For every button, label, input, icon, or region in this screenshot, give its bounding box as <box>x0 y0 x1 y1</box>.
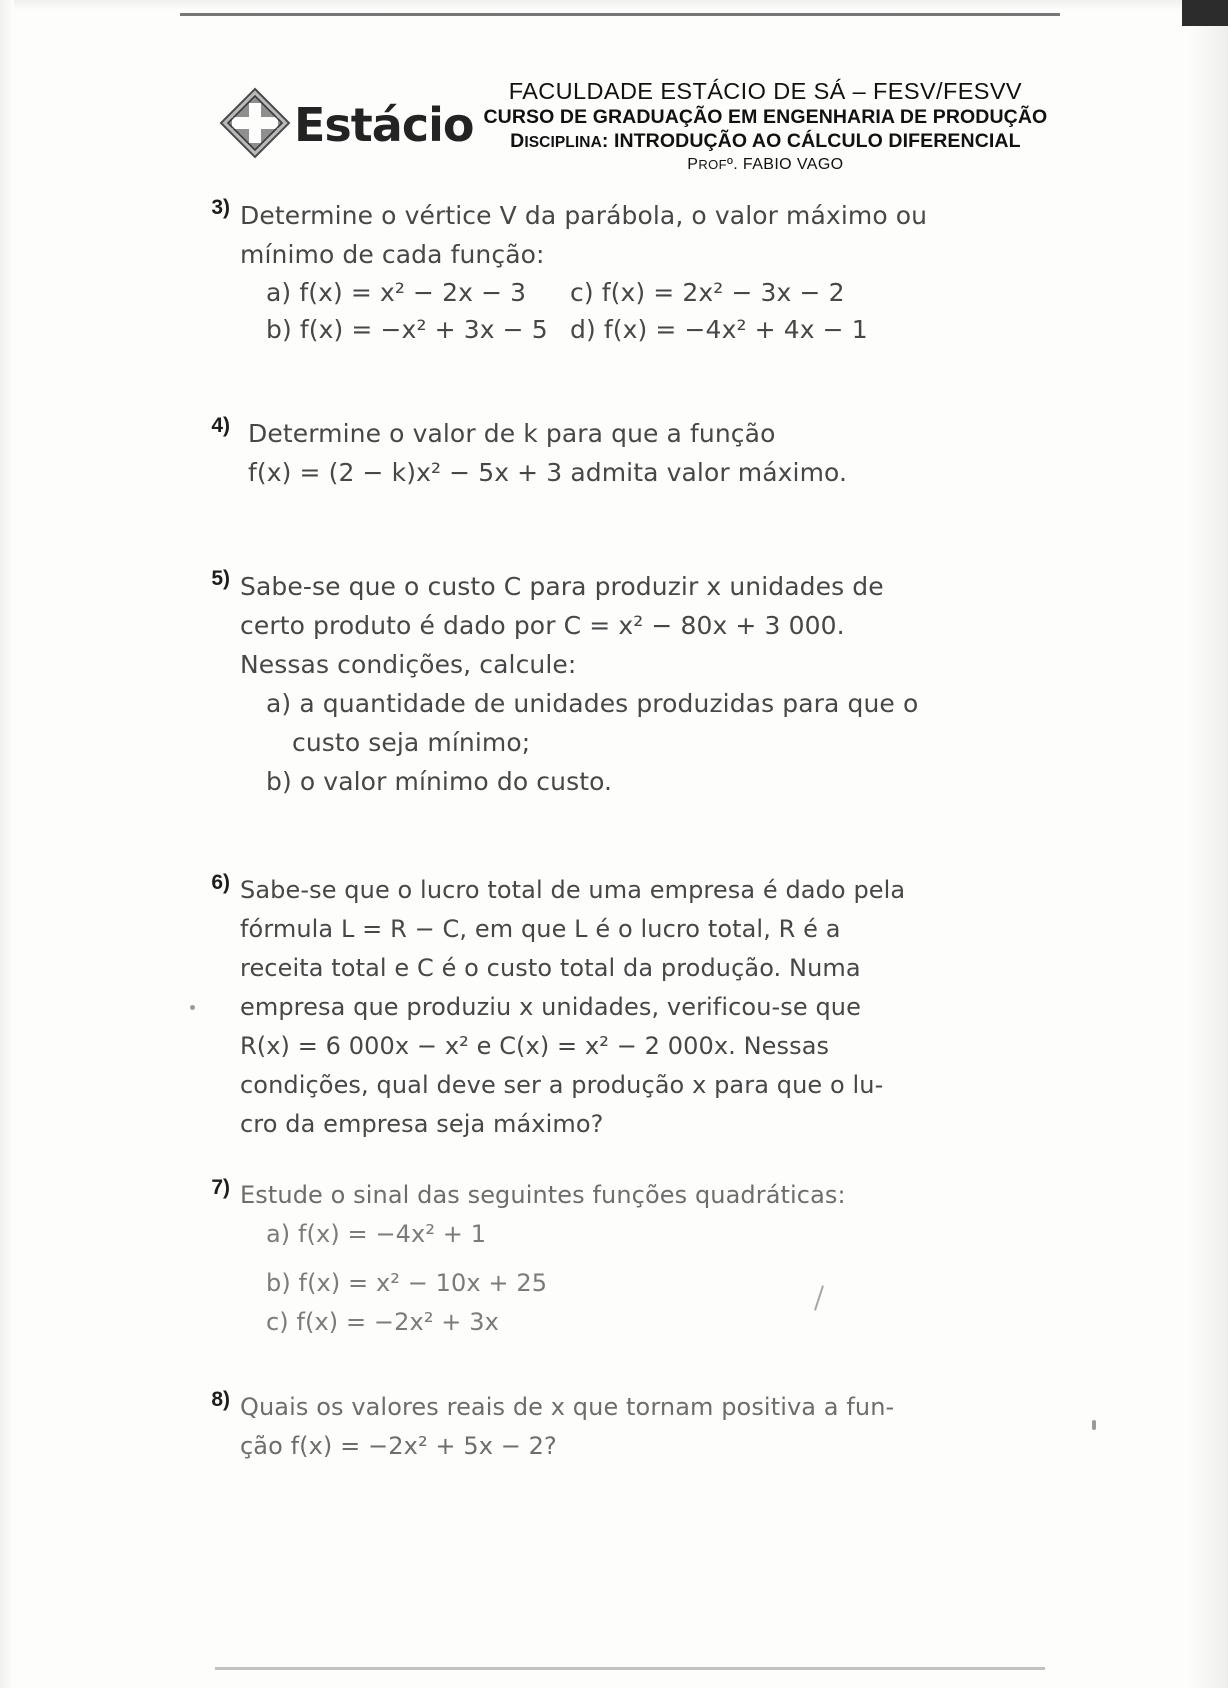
question-4-number: 4) <box>211 414 230 437</box>
question-5-item-a-cont: custo seja mínimo; <box>292 728 531 757</box>
question-4-line-1: Determine o valor de k para que a função <box>248 419 776 448</box>
question-5-number: 5) <box>211 567 230 590</box>
question-6-line-5: R(x) = 6 000x − x² e C(x) = x² − 2 000x. Nessas <box>240 1032 830 1060</box>
question-6-line-1: Sabe-se que o lucro total de uma empresa é dado pela <box>240 876 906 904</box>
professor-value: º. FABIO VAGO <box>726 156 844 173</box>
question-7-item-c: c) f(x) = −2x² + 3x <box>266 1308 499 1336</box>
question-6-line-4: empresa que produziu x unidades, verificou-se que <box>240 993 861 1021</box>
question-3-item-b: b) f(x) = −x² + 3x − 5 <box>266 315 548 344</box>
question-5-line-3: Nessas condições, calcule: <box>240 650 577 679</box>
question-7-body <box>240 1176 1056 1342</box>
question-5 <box>196 567 1056 801</box>
questions-list <box>196 196 1056 1466</box>
question-3-number: 3) <box>211 196 230 219</box>
professor-line <box>483 156 1047 174</box>
question-5-body <box>240 567 1056 801</box>
header-text-block <box>483 78 1047 174</box>
question-3-line-1: Determine o vértice V da parábola, o valor máximo ou <box>240 201 928 230</box>
scan-top-line-artifact <box>180 13 1060 16</box>
discipline-label-initial: D <box>510 130 525 152</box>
professor-label-initial: P <box>687 156 699 173</box>
institution-line: FACULDADE ESTÁCIO DE SÁ – FESV/FESVV <box>508 78 1023 104</box>
question-3-items-left <box>240 274 570 348</box>
question-6-line-7: cro da empresa seja máximo? <box>240 1110 604 1138</box>
discipline-label-rest: ISCIPLINA <box>524 134 602 151</box>
question-7-line-1: Estude o sinal das seguintes funções quadráticas: <box>240 1181 846 1209</box>
question-7-number: 7) <box>211 1176 230 1199</box>
estacio-diamond-icon <box>218 86 292 160</box>
question-6-number: 6) <box>211 871 230 894</box>
question-5-item-a: a) a quantidade de unidades produzidas para que o <box>266 689 919 718</box>
question-6 <box>196 871 1056 1144</box>
question-3-line-2: mínimo de cada função: <box>240 240 545 269</box>
question-8-body <box>240 1388 1056 1466</box>
question-6-body <box>240 871 1056 1144</box>
question-3-item-a: a) f(x) = x² − 2x − 3 <box>266 278 527 307</box>
question-8-number: 8) <box>211 1388 230 1411</box>
question-5-item-b: b) o valor mínimo do custo. <box>266 767 613 796</box>
question-8 <box>196 1388 1056 1466</box>
scan-edge-right <box>1188 0 1228 1688</box>
question-4 <box>196 414 1056 492</box>
professor-label-rest: ROF <box>698 157 727 172</box>
estacio-logo <box>218 78 473 160</box>
scan-corner-artifact <box>1182 0 1228 26</box>
discipline-value: : INTRODUÇÃO AO CÁLCULO DIFERENCIAL <box>601 130 1021 152</box>
question-3-items <box>240 274 1056 348</box>
question-3-item-d: d) f(x) = −4x² + 4x − 1 <box>570 315 868 344</box>
question-5-line-1: Sabe-se que o custo C para produzir x unidades de <box>240 572 884 601</box>
scan-edge-left <box>0 0 14 1688</box>
discipline-line <box>483 130 1047 153</box>
question-8-line-1: Quais os valores reais de x que tornam positiva a fun- <box>240 1393 895 1421</box>
question-8-line-2: ção f(x) = −2x² + 5x − 2? <box>240 1432 557 1460</box>
question-3-item-c: c) f(x) = 2x² − 3x − 2 <box>570 278 845 307</box>
question-7 <box>196 1176 1056 1342</box>
document-header <box>218 78 1048 174</box>
question-6-line-6: condições, qual deve ser a produção x para que o lu- <box>240 1071 884 1099</box>
question-4-body <box>248 414 1056 492</box>
scan-bottom-line-artifact <box>215 1667 1045 1670</box>
scan-speck-2 <box>1092 1420 1096 1430</box>
question-3 <box>196 196 1056 348</box>
question-6-line-3: receita total e C é o custo total da produção. Numa <box>240 954 861 982</box>
question-4-line-2: f(x) = (2 − k)x² − 5x + 3 admita valor máximo. <box>248 458 848 487</box>
question-5-line-2: certo produto é dado por C = x² − 80x + 3 000. <box>240 611 845 640</box>
scan-speck <box>190 1005 195 1010</box>
question-3-items-right <box>570 274 1056 348</box>
question-6-line-2: fórmula L = R − C, em que L é o lucro total, R é a <box>240 915 841 943</box>
question-7-item-a: a) f(x) = −4x² + 1 <box>266 1220 487 1248</box>
question-7-item-b: b) f(x) = x² − 10x + 25 <box>266 1269 548 1297</box>
course-line: CURSO DE GRADUAÇÃO EM ENGENHARIA DE PRODUÇÃO <box>483 106 1048 128</box>
scan-edge-top <box>0 0 1228 10</box>
brand-wordmark: Estácio <box>294 98 474 152</box>
question-3-body <box>240 196 1056 348</box>
